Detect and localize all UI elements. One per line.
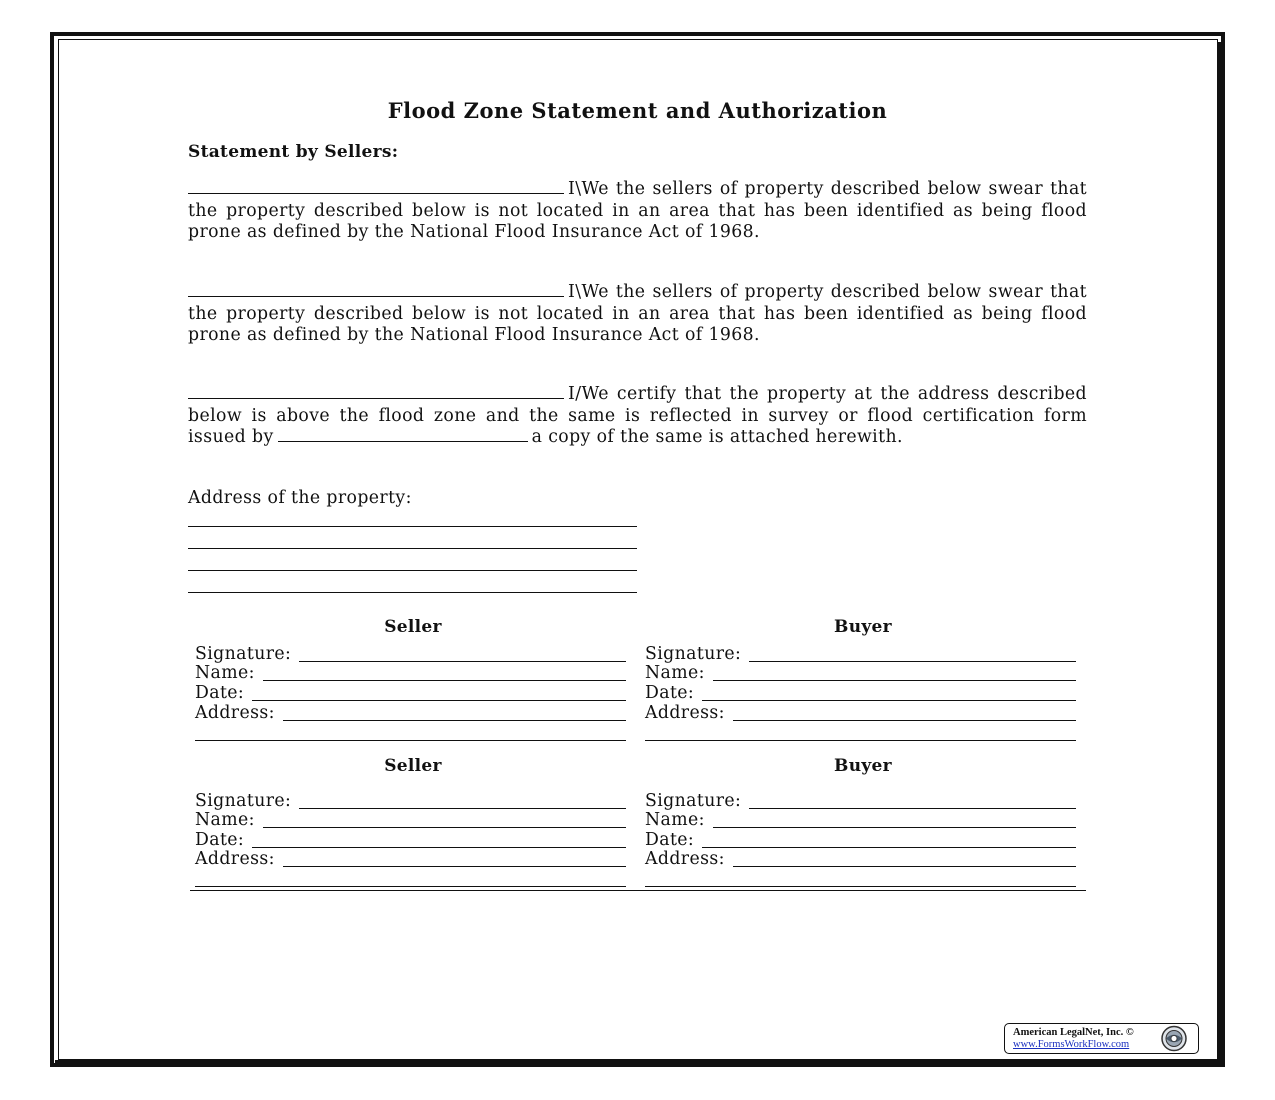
statement-paragraph-1 — [188, 179, 1087, 244]
seller-1-signature-field[interactable]: Signature: — [195, 644, 626, 664]
buyer-1-date-field[interactable]: Date: — [645, 683, 1076, 703]
buyer-1-address-line-2[interactable] — [645, 740, 1076, 741]
property-address-line-3[interactable] — [188, 570, 637, 571]
globe-logo-icon — [1160, 1025, 1188, 1052]
buyer-2-date-field[interactable]: Date: — [645, 830, 1076, 850]
buyer-1-address-field[interactable]: Address: — [645, 703, 1076, 723]
buyer-2-signature-field[interactable]: Signature: — [645, 791, 1076, 811]
property-address-line-1[interactable] — [188, 526, 637, 527]
signature-section-bottom-rule — [190, 890, 1086, 891]
seller-1-date-field[interactable]: Date: — [195, 683, 626, 703]
property-address-line-4[interactable] — [188, 592, 637, 593]
seller-2-date-field[interactable]: Date: — [195, 830, 626, 850]
statement-text-1: I\We the sellers of property described below swear that the property described below is not located in an area that has been identified as being flood prone as defined by the National Flood Insurance Act of 1968. — [188, 179, 1087, 242]
statement-text-3a: I/We certify that the property at the address described below is above the flood zone and the same is reflected in survey or flood certification form issued by — [188, 384, 1087, 447]
seller-2-address-line-2[interactable] — [195, 886, 626, 887]
seller-2-address-field[interactable]: Address: — [195, 849, 626, 869]
buyer-1-name-field[interactable]: Name: — [645, 663, 1076, 683]
seller-2-name-field[interactable]: Name: — [195, 810, 626, 830]
buyer-2-address-field[interactable]: Address: — [645, 849, 1076, 869]
seller-heading-2: Seller — [384, 756, 442, 776]
buyer-1-signature-field[interactable]: Signature: — [645, 644, 1076, 664]
seller-1-name-field[interactable]: Name: — [195, 663, 626, 683]
property-address-line-2[interactable] — [188, 548, 637, 549]
seller-name-blank-2[interactable] — [188, 282, 564, 297]
seller-1-address-field[interactable]: Address: — [195, 703, 626, 723]
seller-heading-1: Seller — [384, 617, 442, 637]
sellers-statement-heading: Statement by Sellers: — [188, 142, 399, 162]
footer-website-link[interactable]: www.FormsWorkFlow.com — [1013, 1039, 1130, 1050]
buyer-heading-1: Buyer — [834, 617, 892, 637]
seller-1-address-line-2[interactable] — [195, 740, 626, 741]
seller-2-signature-field[interactable]: Signature: — [195, 791, 626, 811]
footer-company-name: American LegalNet, Inc. © — [1013, 1027, 1134, 1038]
statement-paragraph-2 — [188, 282, 1087, 347]
buyer-2-address-line-2[interactable] — [645, 886, 1076, 887]
buyer-heading-2: Buyer — [834, 756, 892, 776]
statement-paragraph-3 — [188, 384, 1087, 449]
footer-logo-box — [1004, 1023, 1199, 1054]
issuer-blank[interactable] — [278, 427, 528, 442]
property-address-label: Address of the property: — [188, 488, 412, 508]
page-border-shadow-right — [1218, 42, 1225, 1067]
seller-name-blank-1[interactable] — [188, 179, 564, 194]
buyer-2-name-field[interactable]: Name: — [645, 810, 1076, 830]
document-title: Flood Zone Statement and Authorization — [387, 98, 888, 123]
statement-text-3b: a copy of the same is attached herewith. — [531, 427, 903, 447]
seller-name-blank-3[interactable] — [188, 384, 564, 399]
page-border-shadow-bottom — [55, 1060, 1225, 1067]
statement-text-2: I\We the sellers of property described below swear that the property described below is not located in an area that has been identified as being flood prone as defined by the National Flood Insurance Act of 1968. — [188, 282, 1087, 345]
